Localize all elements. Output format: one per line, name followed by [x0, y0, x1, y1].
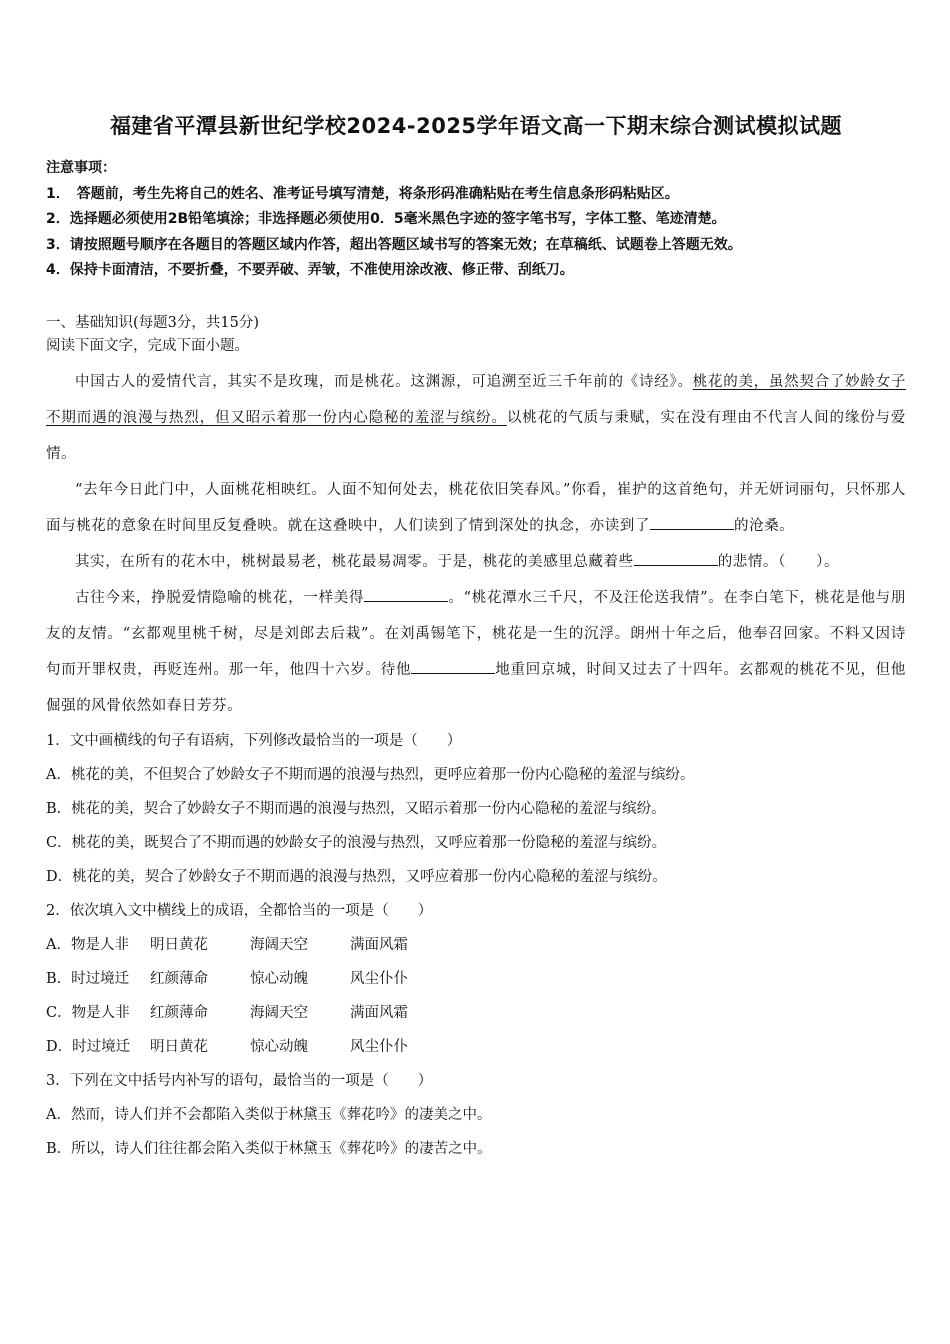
- passage-paragraph-1: [46, 364, 906, 472]
- question-1: [46, 724, 906, 894]
- passage-text: 古往今来，挣脱爱情隐喻的桃花，一样美得: [75, 589, 365, 606]
- option-word: 惊心动魄: [250, 970, 308, 987]
- option-d: D．桃花的美，契合了妙龄女子不期而遇的浪漫与热烈，又呼应着那一份内心隐秘的羞涩与缤纷。: [46, 868, 667, 885]
- passage-text: 其实，在所有的花木中，桃树最易老，桃花最易凋零。于是，桃花的美感里总藏着些: [75, 553, 634, 570]
- option-c: C．桃花的美，既契合了不期而遇的妙龄女子的浪漫与热烈，又呼应着那一份隐秘的羞涩与缤纷。: [46, 834, 667, 851]
- passage-text: “去年今日此门中，人面桃花相映红。人面不知何处去，桃花依旧笑春风。”你看，崔护的这首绝句，并无妍词丽句，只怀那人面与桃花的意象在时间里反复叠映。就在这叠映中，人们读到了情到深处的执念，亦读到了: [46, 481, 906, 534]
- notice-heading: 注意事项：: [46, 160, 116, 176]
- question-stem: 1．文中画横线的句子有语病，下列修改最恰当的一项是（ ）: [46, 732, 462, 749]
- underlined-sentence: 桃花的美，虽然契合了妙龄女子不期而遇的浪漫与热烈，但又昭示着那一份内心隐秘的羞涩与缤纷。: [46, 373, 906, 426]
- option-b: [46, 962, 906, 996]
- option-word: 满面风霜: [350, 1004, 408, 1021]
- option-label: A．物是人非: [46, 936, 129, 953]
- question-3: [46, 1064, 906, 1166]
- option-label: D．时过境迁: [46, 1038, 131, 1055]
- option-a: A．然而，诗人们并不会都陷入类似于林黛玉《葬花吟》的凄美之中。: [46, 1106, 492, 1123]
- option-label: B．时过境迁: [46, 970, 130, 987]
- notice-item: 2．选择题必须使用2B铅笔填涂；非选择题必须使用0．5毫米黑色字迹的签字笔书写，字体工整、笔迹清楚。: [46, 211, 726, 227]
- fill-blank: [634, 551, 718, 566]
- option-word: 明日黄花: [150, 936, 208, 953]
- option-a: [46, 928, 906, 962]
- question-stem: 2．依次填入文中横线上的成语，全都恰当的一项是（ ）: [46, 902, 433, 919]
- passage-paragraph-2: [46, 472, 906, 544]
- section-intro: 阅读下面文字，完成下面小题。: [46, 337, 249, 354]
- option-word: 满面风霜: [350, 936, 408, 953]
- passage-text: 的沧桑。: [734, 517, 795, 534]
- question-stem: 3．下列在文中括号内补写的语句，最恰当的一项是（ ）: [46, 1072, 433, 1089]
- question-2: [46, 894, 906, 1064]
- passage-paragraph-3: [46, 544, 906, 580]
- notice-item: 3．请按照题号顺序在各题目的答题区域内作答，超出答题区域书写的答案无效；在草稿纸、试题卷上答题无效。: [46, 236, 742, 253]
- section-heading: 一、基础知识(每题3分，共15分): [46, 314, 259, 331]
- option-c: [46, 996, 906, 1030]
- passage-paragraph-4: [46, 580, 906, 724]
- exam-title: 福建省平潭县新世纪学校2024-2025学年语文高一下期末综合测试模拟试题: [109, 114, 843, 138]
- reading-passage: [46, 364, 906, 724]
- option-word: 红颜薄命: [150, 970, 208, 987]
- fill-blank: [411, 659, 495, 674]
- fill-blank: [650, 515, 734, 530]
- notice-item: 1． 答题前，考生先将自己的姓名、准考证号填写清楚，将条形码准确粘贴在考生信息条形码粘贴区。: [46, 185, 679, 202]
- exam-page: [46, 110, 906, 1166]
- passage-text: 以桃花的气质与秉赋，实在没有理由不代言人间的缘份与爱情。: [46, 409, 906, 462]
- passage-text: 的悲情。（ ）。: [717, 553, 840, 570]
- option-a: A．桃花的美，不但契合了妙龄女子不期而遇的浪漫与热烈，更呼应着那一份内心隐秘的羞涩与缤纷。: [46, 766, 695, 783]
- option-word: 海阔天空: [250, 936, 308, 953]
- option-word: 明日黄花: [150, 1038, 208, 1055]
- passage-text: 。“桃花潭水三千尺，不及汪伦送我情”。在李白笔下，桃花是他与朋友的友情。“玄都观里桃千树，尽是刘郎去后栽”。在刘禹锡笔下，桃花是一生的沉浮。朗州十年之后，他奉召回家。不料又因诗句而开罪权贵，再贬连州。那一年，他四十六岁。待他: [46, 589, 906, 678]
- option-word: 海阔天空: [250, 1004, 308, 1021]
- notice-item: 4．保持卡面清洁，不要折叠，不要弄破、弄皱，不准使用涂改液、修正带、刮纸刀。: [46, 262, 574, 278]
- passage-text: 中国古人的爱情代言，其实不是玫瑰，而是桃花。这渊源，可追溯至近三千年前的《诗经》。: [75, 373, 693, 390]
- option-d: [46, 1030, 906, 1064]
- option-b: B．所以，诗人们往往都会陷入类似于林黛玉《葬花吟》的凄苦之中。: [46, 1140, 492, 1157]
- option-word: 风尘仆仆: [350, 970, 408, 987]
- passage-text: 地重回京城，时间又过去了十四年。玄都观的桃花不见，但他倔强的风骨依然如春日芳芬。: [46, 661, 906, 714]
- option-word: 风尘仆仆: [350, 1038, 408, 1055]
- option-label: C．物是人非: [46, 1004, 130, 1021]
- notice-block: [46, 156, 906, 284]
- fill-blank: [364, 587, 448, 602]
- option-word: 惊心动魄: [250, 1038, 308, 1055]
- option-b: B．桃花的美，契合了妙龄女子不期而遇的浪漫与热烈，又昭示着那一份内心隐秘的羞涩与缤纷。: [46, 800, 666, 817]
- option-word: 红颜薄命: [150, 1004, 208, 1021]
